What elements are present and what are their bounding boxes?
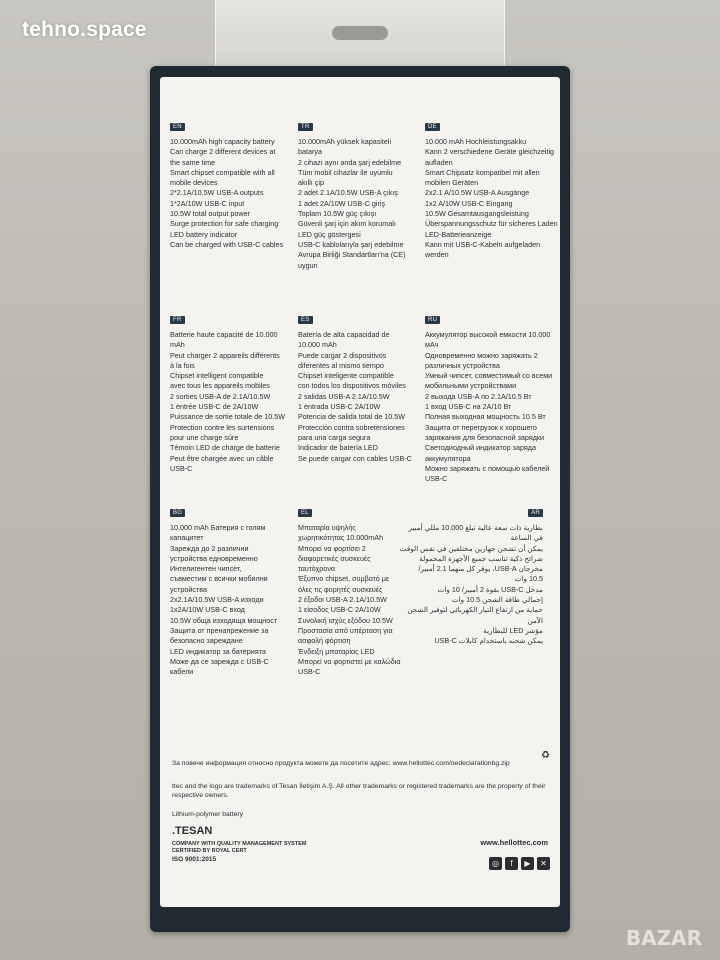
spec-line: 1 entrée USB-C de 2A/10W	[170, 402, 259, 412]
spec-line: USB-C	[170, 463, 193, 473]
spec-line: batarya	[298, 147, 322, 157]
spec-line: 2*2.1A/10.5W USB-A outputs	[170, 188, 264, 198]
spec-line: Puede cargar 2 dispositivos	[298, 350, 387, 360]
spec-line: 10.000mAh high capacity battery	[170, 137, 275, 146]
spec-line: Potencia de salida total de 10.5W	[298, 412, 406, 422]
back-label	[160, 77, 560, 907]
spec-line: Batería de alta capacidad de	[298, 330, 390, 339]
spec-line: Protección contra sobretensiones	[298, 422, 405, 432]
tesan-logo: .TESAN	[172, 825, 213, 837]
iso-line: ISO 9001:2015	[172, 856, 217, 863]
spec-column-ru	[425, 308, 553, 484]
spec-line: Интелигентен чипсет,	[170, 564, 242, 574]
spec-line: LED-Batterieanzeige	[425, 229, 492, 239]
spec-line: устройства	[170, 584, 208, 594]
spec-line: Peut charger 2 appareils différents	[170, 350, 280, 360]
spec-line: мобильными устройствами	[425, 381, 517, 391]
spec-line: إجمالي طاقة الشحن 10.5 وات	[451, 595, 543, 605]
language-tag: BG	[170, 509, 185, 517]
spec-line: διαφορετικές συσκευές	[298, 553, 371, 563]
spec-line: يمكن شحنه باستخدام كابلات USB-C	[434, 636, 543, 646]
facebook-icon: f	[505, 857, 518, 870]
spec-line: 10.5W total output power	[170, 209, 250, 219]
spec-line: 1x2A/10W USB-C вход	[170, 605, 245, 615]
spec-line: Светодиодный индикатор заряда	[425, 443, 536, 453]
spec-line: Avrupa Birliği Standartları'na (CE)	[298, 250, 406, 260]
spec-line: Аккумулятор высокой емкости 10.000	[425, 330, 551, 339]
spec-line: Може да се зарежда с USB-C	[170, 656, 269, 666]
spec-line: 10.000mAh yüksek kapasiteli	[298, 137, 392, 146]
spec-line: Indicador de batería LED	[298, 443, 378, 453]
spec-line: Chipset intelligent compatible	[170, 371, 264, 381]
spec-line: مؤشر LED للبطارية	[483, 625, 543, 635]
language-tag: EN	[170, 123, 185, 131]
spec-line: Se puede cargar con cables USB-C	[298, 453, 412, 463]
spec-line: съвместим с всички мобилни	[170, 574, 268, 584]
spec-line: LED güç göstergesi	[298, 229, 361, 239]
spec-line: капацитет	[170, 533, 204, 543]
spec-line: 10.5W Gesamtausgangsleistung	[425, 209, 529, 219]
spec-line: con todos los dispositivos móviles	[298, 381, 406, 391]
spec-line: Surge protection for safe charging	[170, 219, 279, 229]
spec-line: Tüm mobil cihazlar ile uyumlu	[298, 167, 393, 177]
hang-slot	[332, 26, 388, 40]
cert-line-1: COMPANY WITH QUALITY MANAGEMENT SYSTEM	[172, 841, 307, 847]
spec-line: 1 είσοδος USB-C 2A/10W	[298, 605, 381, 615]
spec-column-tr	[298, 115, 416, 271]
spec-column-el	[298, 501, 416, 677]
spec-line: مدخل USB-C بقوة 2 أمبير/ 10 وات	[437, 584, 543, 594]
corner-watermark: BAZAR	[625, 926, 702, 950]
spec-line: мАч	[425, 340, 439, 350]
spec-line: ασφαλή φόρτιση	[298, 636, 351, 646]
spec-line: различных устройства	[425, 360, 500, 370]
spec-line: akıllı çip	[298, 178, 324, 188]
website-url: www.hellottec.com	[480, 838, 548, 847]
spec-line: Überspannungsschutz für sicheres Laden	[425, 219, 558, 229]
spec-line: 2 adet 2.1A/10.5W USB-A çıkış	[298, 188, 398, 198]
spec-line: 10.000 mAh Батерия с голям	[170, 523, 266, 532]
spec-line: Защита от пренапрежение за	[170, 625, 269, 635]
spec-line: USB-C	[298, 667, 321, 677]
spec-line: بطارية ذات سعة عالية تبلغ 10.000 مللي أمبير	[408, 523, 543, 532]
spec-line: устройства едновременно	[170, 553, 258, 563]
spec-line: όλες τις φορητές συσκευές	[298, 584, 383, 594]
spec-line: Зарежда до 2 различни	[170, 543, 249, 553]
spec-line: Témoin LED de charge de batterie	[170, 443, 280, 453]
bg-info-line: За повече информация относно продукта можете да посетите адрес: www.hellottec.com/oedeclarationbg.zip	[172, 760, 510, 767]
spec-line: mAh	[170, 340, 185, 350]
spec-line: 2x2.1 A/10.5W USB-A Ausgänge	[425, 188, 530, 198]
spec-line: Smart Chipsatz kompatibel mit allen	[425, 167, 540, 177]
x-icon: ✕	[537, 857, 550, 870]
spec-line: Kann mit USB-C-Kabeln aufgeladen	[425, 239, 541, 249]
spec-line: avec tous les appareils mobiles	[170, 381, 270, 391]
spec-line: Smart chipset compatible with all	[170, 167, 275, 177]
spec-line: безопасно зареждане	[170, 636, 243, 646]
spec-line: Μπορεί να φορτιστεί με καλώδια	[298, 656, 401, 666]
spec-column-fr	[170, 308, 288, 474]
spec-line: 2x2.1A/10.5W USB-A изходи	[170, 595, 264, 605]
spec-line: аккумулятора	[425, 453, 471, 463]
spec-line: Умный чипсет, совместимый со всеми	[425, 371, 553, 381]
spec-column-es	[298, 308, 416, 464]
spec-line: Batterie haute capacité de 10.000	[170, 330, 278, 339]
social-icons	[489, 857, 550, 870]
spec-line: Can charge 2 different devices at	[170, 147, 276, 157]
trademark-line-1: ttec and the logo are trademarks of Tesan İletişim A.Ş. All other trademarks or registered trademarks are the property of their	[172, 783, 546, 790]
spec-line: مخرجان USB-A، يوفر كل منهما 2.1 أمبير/	[418, 564, 543, 574]
language-tag: ES	[298, 316, 313, 324]
spec-line: Peut être chargée avec un câble	[170, 453, 274, 463]
spec-line: حماية من ارتفاع التيار الكهربائي لتوفير الشحن	[407, 605, 543, 615]
language-tag: FR	[170, 316, 185, 324]
spec-line: 1 entrada USB-C 2A/10W	[298, 402, 381, 412]
spec-line: LED индикатор за батерията	[170, 646, 266, 656]
spec-line: Protection contre les surtensions	[170, 422, 275, 432]
spec-line: Μπαταρία υψηλής	[298, 523, 356, 532]
cert-line-2: CERTIFIED BY ROYAL CERT	[172, 848, 247, 854]
spec-line: Chipset inteligente compatible	[298, 371, 394, 381]
spec-line: mobile devices	[170, 178, 218, 188]
spec-line: 2 salidas USB-A 2.1A/10.5W	[298, 391, 390, 401]
trademark-line-2: respective owners.	[172, 792, 229, 799]
youtube-icon: ▶	[521, 857, 534, 870]
spec-line: Одновременно можно заряжать 2	[425, 350, 538, 360]
language-tag: TR	[298, 123, 313, 131]
spec-line: uygun	[298, 260, 318, 270]
language-tag: RU	[425, 316, 440, 324]
spec-line: الآمن	[527, 615, 543, 625]
spec-line: the same time	[170, 157, 216, 167]
spec-line: 2 cihazı aynı anda şarj edebilme	[298, 157, 402, 167]
spec-line: 2 выхода USB-A по 2.1A/10.5 Вт	[425, 391, 532, 401]
spec-line: 1x2 A/10W USB-C Eingang	[425, 198, 513, 208]
spec-line: кабели	[170, 667, 194, 677]
spec-line: Можно заряжать с помощью кабелей	[425, 463, 550, 473]
spec-line: 10.000 mAh Hochleistungsakku	[425, 137, 527, 146]
language-tag: DE	[425, 123, 440, 131]
spec-column-bg	[170, 501, 288, 677]
spec-column-en	[170, 115, 288, 250]
instagram-icon: ◎	[489, 857, 502, 870]
spec-line: Puissance de sortie totale de 10.5W	[170, 412, 286, 422]
spec-line: Συνολική ισχύς εξόδου 10.5W	[298, 615, 393, 625]
spec-line: Ένδειξη μπαταρίας LED	[298, 646, 375, 656]
spec-line: 10.5 وات	[514, 574, 543, 584]
spec-line: USB-C kablolarıyla şarj edebilme	[298, 239, 404, 249]
spec-line: 2 έξοδοι USB-A 2.1A/10.5W	[298, 595, 387, 605]
spec-line: Kann 2 verschiedene Geräte gleichzeitig	[425, 147, 555, 157]
spec-line: diferentes al mismo tiempo	[298, 360, 384, 370]
spec-line: pour une charge sûre	[170, 432, 239, 442]
spec-line: Полная выходная мощность 10.5 Вт	[425, 412, 546, 422]
spec-column-de	[425, 115, 558, 261]
spec-line: Can be charged with USB-C cables	[170, 239, 284, 249]
language-tag: AR	[528, 509, 543, 517]
spec-line: aufladen	[425, 157, 453, 167]
spec-line: Toplam 10.5W güç çıkışı	[298, 209, 377, 219]
spec-line: LED battery indicator	[170, 229, 238, 239]
spec-line: werden	[425, 250, 449, 260]
spec-line: USB-C	[425, 474, 448, 484]
spec-line: заряжания для безопасной зарядки	[425, 432, 545, 442]
battery-type: Lithium-polymer battery	[172, 811, 244, 818]
spec-line: 1 вход USB-C на 2A/10 Вт	[425, 402, 512, 412]
recycle-icon: ♻	[541, 750, 550, 761]
spec-line: Μπορεί να φορτίσει 2	[298, 543, 366, 553]
spec-line: في الساعة	[510, 533, 543, 543]
spec-line: شرائح ذكية تناسب جميع الأجهزة المحمولة	[419, 553, 543, 563]
spec-line: ταυτόχρονα	[298, 564, 336, 574]
spec-line: Güvenli şarj için akım korumalı	[298, 219, 396, 229]
spec-line: à la fois	[170, 360, 195, 370]
spec-line: para una carga segura	[298, 432, 371, 442]
spec-line: يمكن أن تشحن جهازين مختلفين في نفس الوقت	[399, 543, 543, 553]
spec-column-ar	[399, 501, 543, 647]
spec-line: 10.5W обща изходяща мощност	[170, 615, 278, 625]
spec-line: Προστασία από υπέρταση για	[298, 625, 393, 635]
language-tag: EL	[298, 509, 312, 517]
spec-line: 2 sorties USB-A de 2.1A/10.5W	[170, 391, 271, 401]
spec-line: χωρητικότητας 10.000mAh	[298, 533, 384, 543]
spec-line: 10.000 mAh	[298, 340, 337, 350]
spec-line: mobilen Geräten	[425, 178, 479, 188]
spec-line: Защита от перегрузок к хорошего	[425, 422, 537, 432]
spec-line: 1*2A/10W USB-C input	[170, 198, 245, 208]
spec-line: Έξυπνο chipset, συμβατό με	[298, 574, 390, 584]
spec-line: 1 adet 2A/10W USB-C giriş	[298, 198, 386, 208]
watermark: tehno.space	[22, 18, 147, 41]
